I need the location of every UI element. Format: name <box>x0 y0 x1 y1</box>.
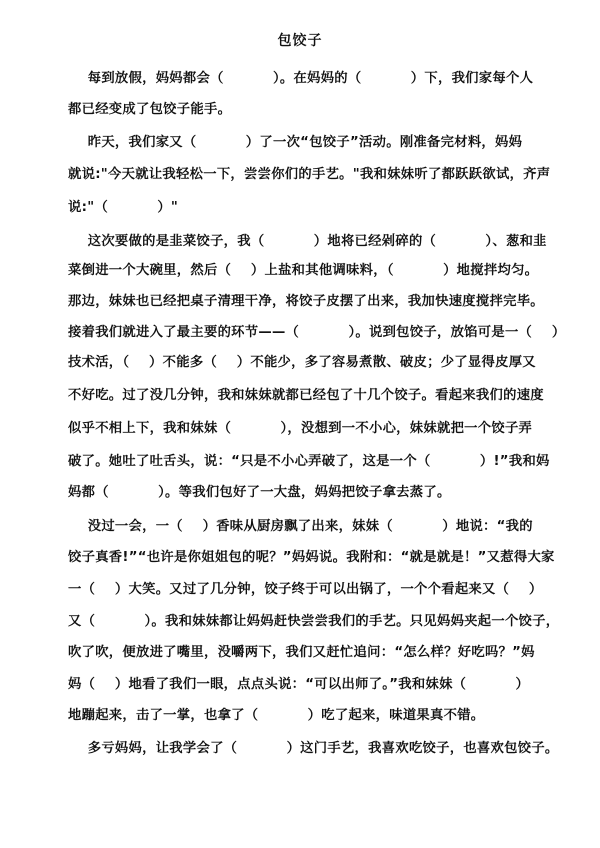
text-line: 都已经变成了包饺子能手。 <box>68 102 232 117</box>
text-line: 又（ ）。我和妹妹都让妈妈赶快尝尝我们的手艺。只见妈妈夹起一个饺子， <box>68 614 560 629</box>
text-line: 饺子真香!”“也许是你姐姐包的呢？”妈妈说。我附和：“就是就是！”又惹得大家 <box>68 550 555 565</box>
document-title: 包饺子 <box>277 33 323 49</box>
text-line: 妈（ ）地看了我们一眼，点点头说：“可以出师了。”我和妹妹（ ） <box>68 677 530 692</box>
text-line: 不好吃。过了没几分钟，我和妹妹就都已经包了十几个饺子。看起来我们的速度 <box>68 388 544 403</box>
text-line: 这次要做的是韭菜饺子，我（ ）地将已经剁碎的（ ）、葱和韭 <box>68 234 547 249</box>
text-line: 似乎不相上下，我和妹妹（ ），没想到一不小心，妹妹就把一个饺子弄 <box>68 421 533 436</box>
text-line: 吹了吹，便放进了嘴里，没嚼两下，我们又赶忙追问：“怎么样？好吃吗？”妈 <box>68 645 535 660</box>
text-line: 妈都（ ）。等我们包好了一大盘，妈妈把饺子拿去蒸了。 <box>68 485 451 500</box>
text-line: 破了。她吐了吐舌头，说：“只是不小心弄破了，这是一个（ ）!”我和妈 <box>68 454 550 469</box>
text-line: 接着我们就进入了最主要的环节——（ ）。说到包饺子，放馅可是一（ ） <box>68 325 566 340</box>
text-line: 昨天，我们家又（ ）了一次“包饺子”活动。刚准备完材料，妈妈 <box>68 135 523 150</box>
text-line: 一（ ）大笑。又过了几分钟，饺子终于可以出锅了，一个个看起来又（ ） <box>68 582 543 597</box>
text-line: 每到放假，妈妈都会（ ）。在妈妈的（ ）下，我们家每个人 <box>68 71 534 86</box>
text-line: 技术活，（ ）不能多（ ）不能少，多了容易煮散、破皮；少了显得皮厚又 <box>68 355 536 370</box>
text-line: 没过一会，一（ ）香味从厨房飘了出来，妹妹（ ）地说：“我的 <box>68 519 533 534</box>
text-line: 菜倒进一个大碗里，然后（ ）上盐和其他调味料，（ ）地搅拌均匀。 <box>68 263 539 278</box>
text-line: 就说:"今天就让我轻松一下，尝尝你们的手艺。"我和妹妹听了都跃跃欲试，齐声 <box>68 167 551 182</box>
text-line: 地蹦起来，击了一掌，也拿了（ ）吃了起来，味道果真不错。 <box>68 708 485 723</box>
text-line: 多亏妈妈，让我学会了（ ）这门手艺，我喜欢吃饺子，也喜欢包饺子。 <box>68 741 559 756</box>
text-line: 那边，妹妹也已经把桌子清理干净，将饺子皮摆了出来，我加快速度搅拌完毕。 <box>68 294 544 309</box>
text-line: 说:"（ ）" <box>68 200 179 215</box>
